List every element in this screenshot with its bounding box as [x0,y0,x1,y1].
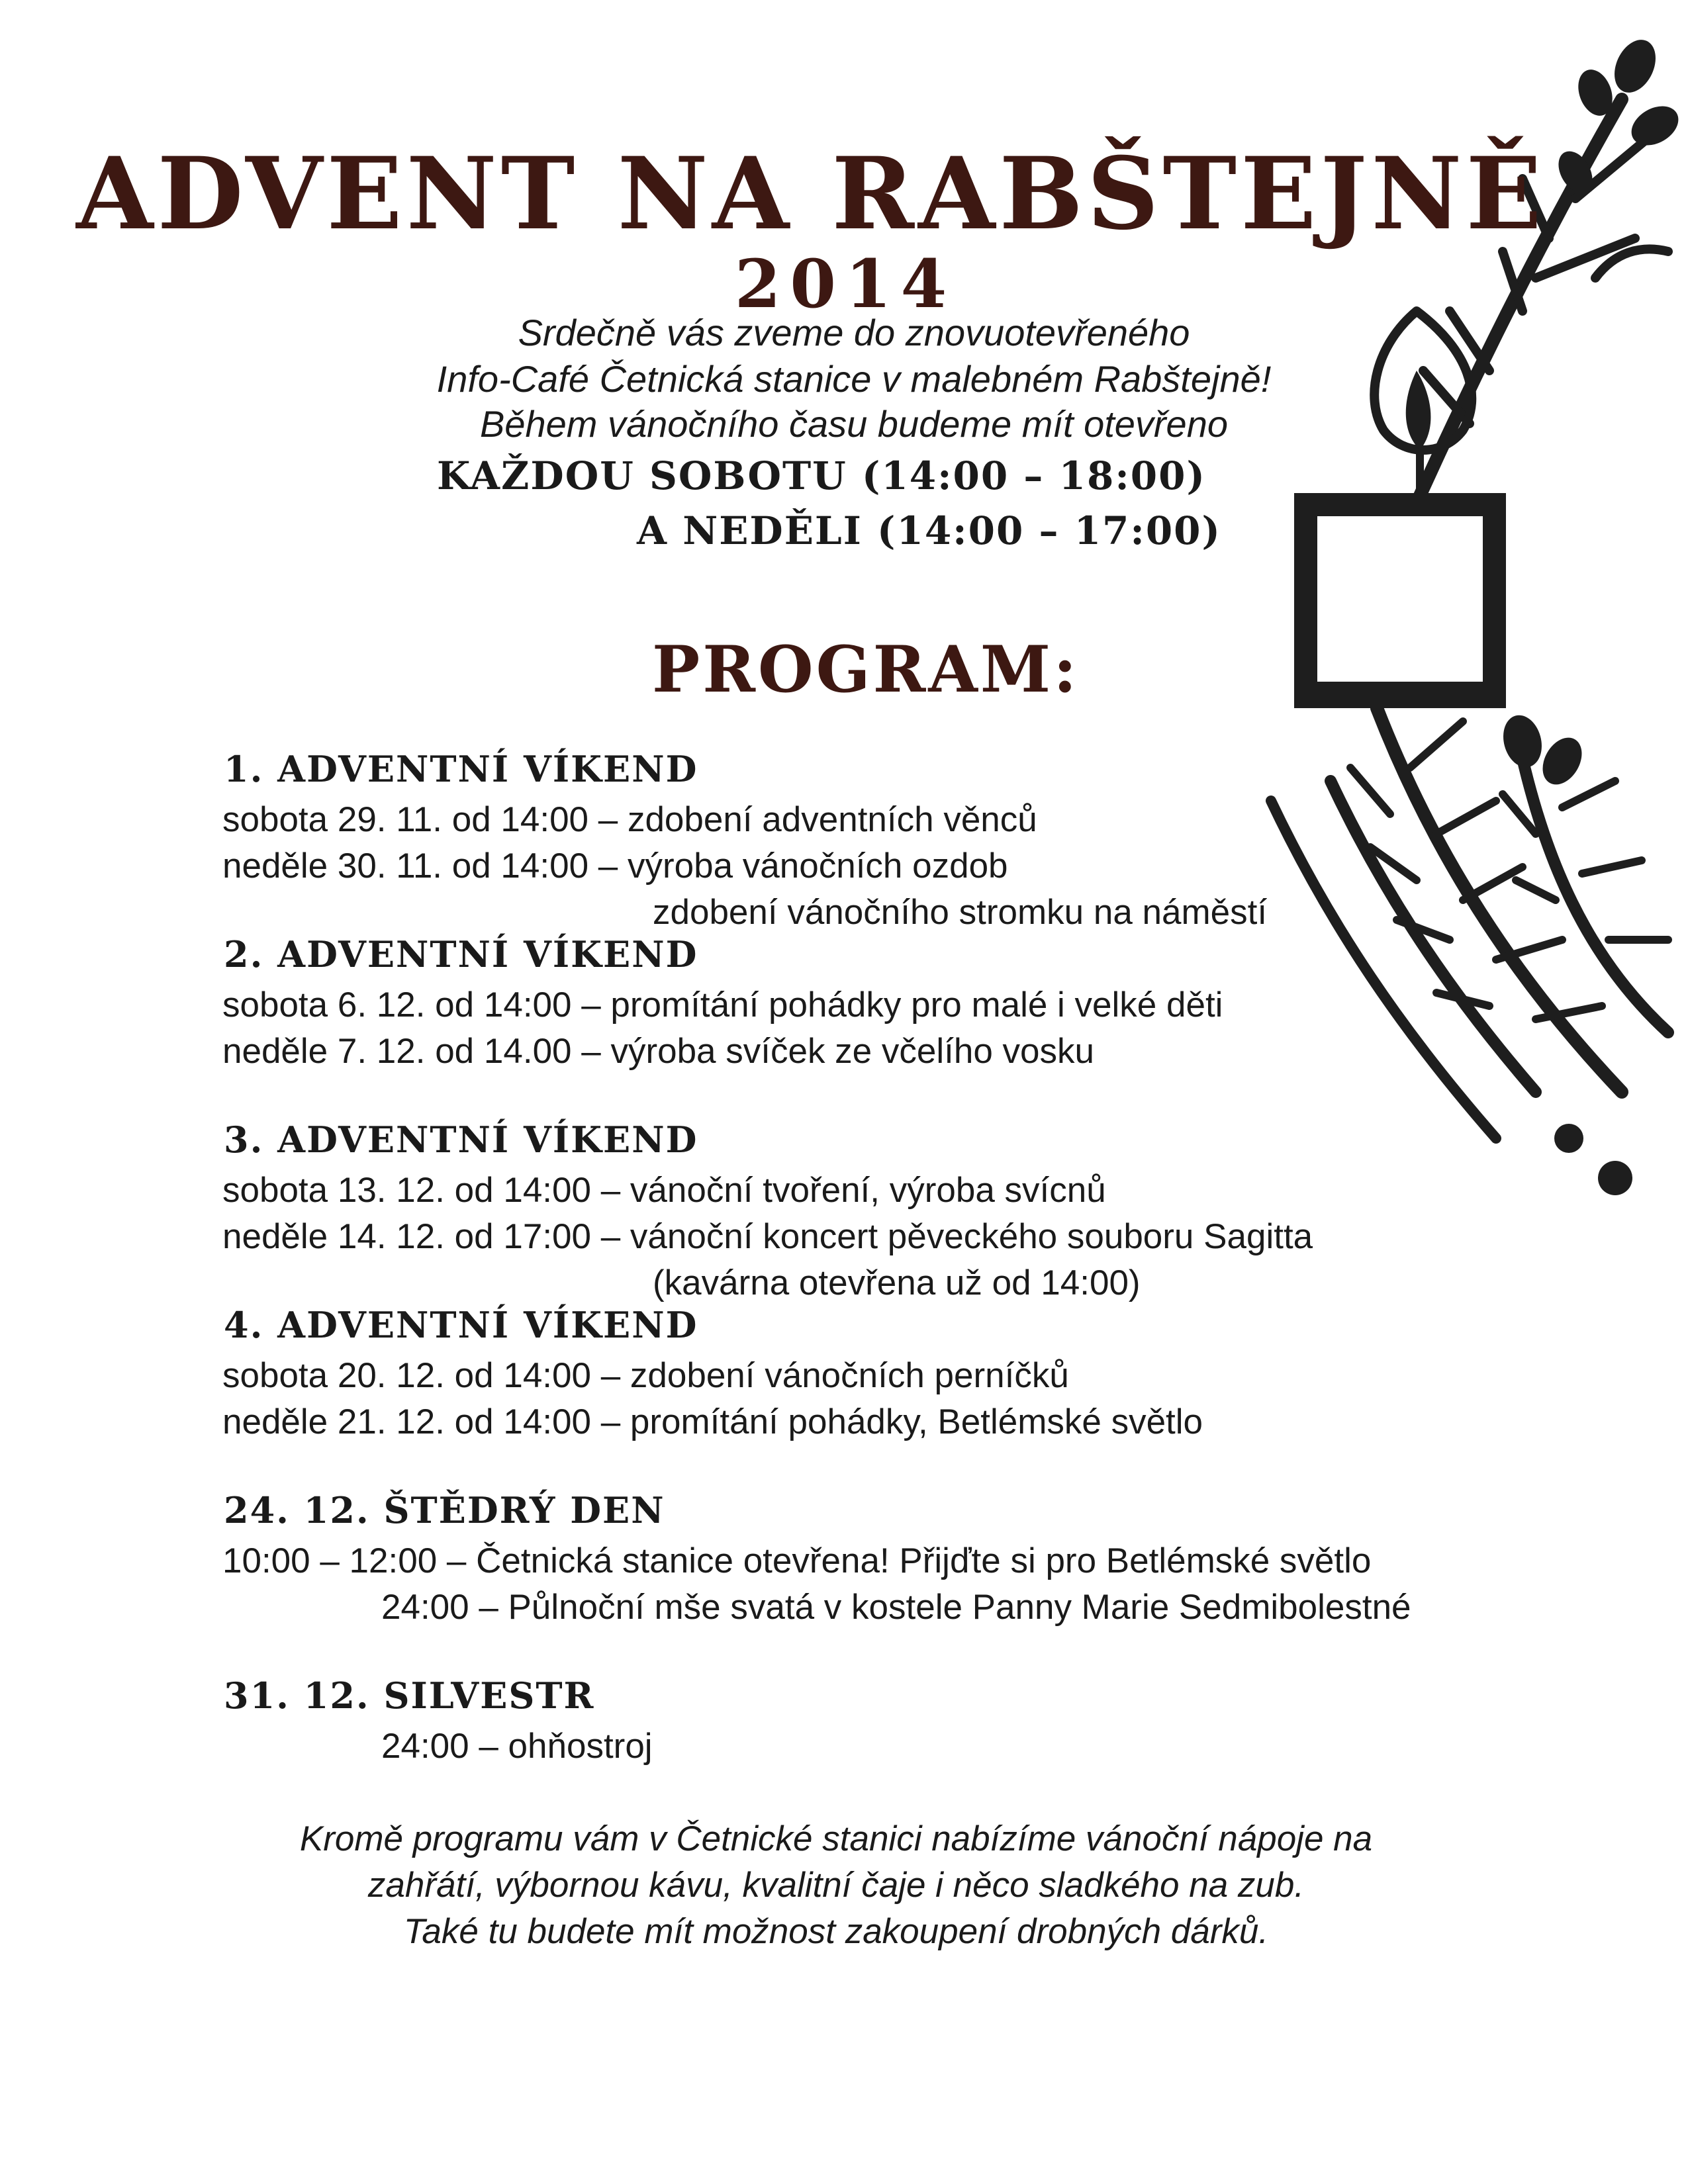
closing-line-text: Také tu budete mít možnost zakoupení drobných dárků. [403,1912,1269,1951]
program-line: (kavárna otevřena už od 14:00) [653,1263,1141,1302]
section-heading: 4. ADVENTNÍ VÍKEND [224,1304,698,1346]
program-line: zdobení vánočního stromku na náměstí [653,893,1268,932]
program-line: sobota 29. 11. od 14:00 – zdobení adventních věnců [222,800,1037,839]
program-line: 24:00 – ohňostroj [381,1727,653,1766]
program-line: sobota 20. 12. od 14:00 – zdobení vánočních perníčků [222,1356,1069,1395]
closing-line-text: zahřátí, výbornou kávu, kvalitní čaje i něco sladkého na zub. [367,1866,1305,1905]
intro-line-text: Info-Café Četnická stanice v malebném Rabštejně! [436,358,1272,400]
section-heading: 1. ADVENTNÍ VÍKEND [224,748,698,790]
program-line: 24:00 – Půlnoční mše svatá v kostele Panny Marie Sedmibolestné [381,1588,1411,1627]
page-title [0,136,1687,252]
closing-line-text: Kromě programu vám v Četnické stanici nabízíme vánoční nápoje na [299,1819,1373,1858]
program-line: 10:00 – 12:00 – Četnická stanice otevřena! Přijďte si pro Betlémské světlo [222,1541,1372,1580]
program-line: neděle 30. 11. od 14:00 – výroba vánočních ozdob [222,846,1008,886]
section-heading: 3. ADVENTNÍ VÍKEND [224,1118,698,1161]
intro-line-text: Srdečně vás zveme do znovuotevřeného [518,312,1190,353]
closing-line [0,1911,1688,1952]
section-heading: 2. ADVENTNÍ VÍKEND [224,933,698,976]
program-line: sobota 13. 12. od 14:00 – vánoční tvoření, výroba svícnů [222,1171,1106,1210]
section-heading: 31. 12. SILVESTR [224,1674,595,1717]
year-text: 2014 [734,245,957,323]
program-line: neděle 7. 12. od 14.00 – výroba svíček ze včelího vosku [222,1032,1094,1071]
opening-hours-saturday: KAŽDOU SOBOTU (14:00 – 18:00) [437,453,1206,498]
intro-line [0,357,1688,400]
program-line: neděle 14. 12. od 17:00 – vánoční koncert pěveckého souboru Sagitta [222,1217,1313,1256]
program-heading: PROGRAM: [652,632,1080,707]
intro-line [0,402,1688,445]
program-line: sobota 6. 12. od 14:00 – promítání pohádky pro malé i velké děti [222,985,1223,1024]
page-title-text: ADVENT NA RABŠTEJNĚ [76,136,1546,252]
closing-line [0,1819,1688,1859]
program-line: neděle 21. 12. od 14:00 – promítání pohádky, Betlémské světlo [222,1402,1203,1441]
intro-line-text: Během vánočního času budeme mít otevřeno [479,403,1228,445]
closing-line [0,1865,1688,1905]
opening-hours-sunday: A NEDĚLI (14:00 – 17:00) [637,508,1221,553]
section-heading: 24. 12. ŠTĚDRÝ DEN [224,1489,665,1531]
intro-line [0,311,1688,354]
